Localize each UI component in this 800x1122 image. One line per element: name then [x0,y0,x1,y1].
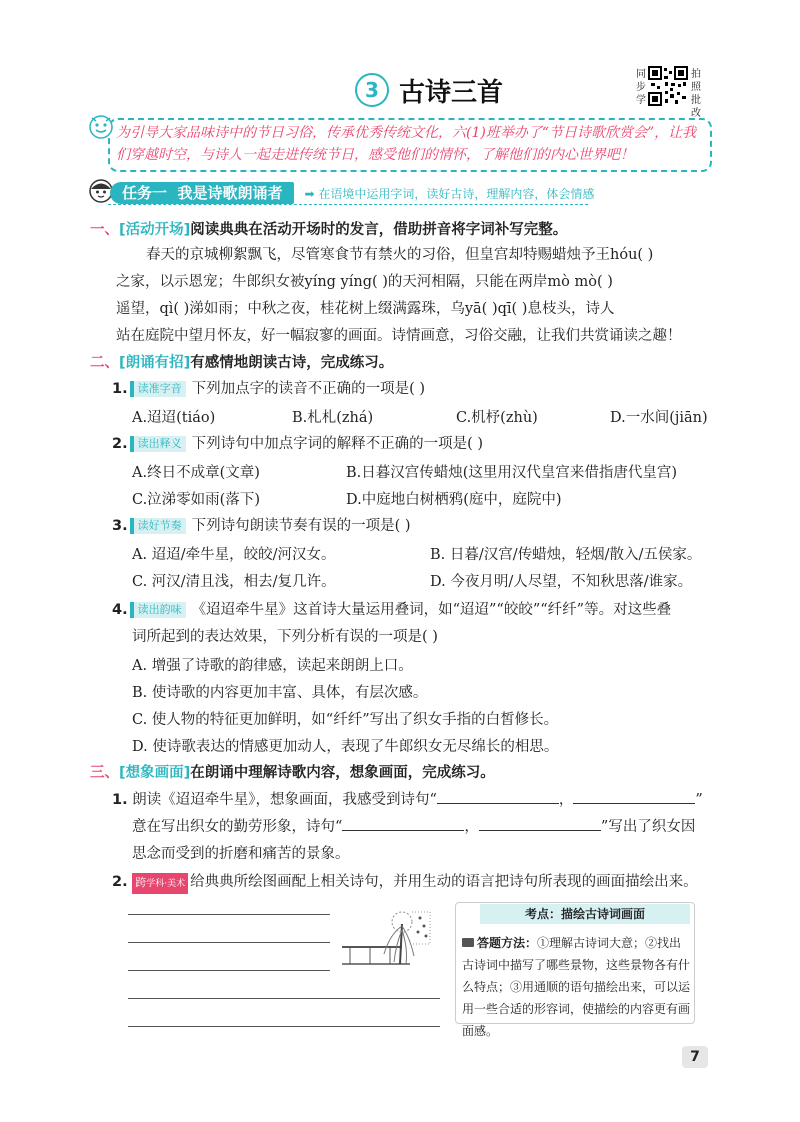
question-tag: 读出韵味 [130,602,186,618]
option-b[interactable]: B.日暮汉宫传蜡烛(这里用汉代皇宫来借指唐代皇宫) [346,465,678,481]
option-d[interactable]: D. 使诗歌表达的情感更加动人，表现了牛郎织女无尽绵长的相思。 [132,739,559,755]
s3-question-2 [112,872,698,894]
question-number: 4. [112,602,128,618]
option-d[interactable]: D.一水间(jiān) [610,410,708,426]
task-label: 任务一 我是诗歌朗诵者 [110,182,294,204]
answer-blank[interactable] [342,830,464,831]
question-number: 1. [112,381,128,397]
section-tag: [活动开场] [119,222,191,238]
courtyard-illustration [340,904,432,974]
option-a[interactable]: A. 迢迢/牵牛星，皎皎/河汉女。 [132,547,336,563]
section-title: 有感情地朗读古诗，完成练习。 [190,355,394,371]
tips-title: 考点：描绘古诗词画面 [480,904,690,924]
answer-blank[interactable] [437,803,559,804]
option-b[interactable]: B. 日暮/汉宫/传蜡烛，轻烟/散入/五侯家。 [430,547,702,563]
qr-left-label: 同步学 [636,69,646,106]
answer-line[interactable] [128,998,440,999]
tips-label: 答题方法： [477,936,538,950]
s3-question-1-line3: 思念而受到的折磨和痛苦的景象。 [132,846,350,862]
answer-line[interactable] [128,1026,440,1027]
page-number: 7 [682,1046,708,1068]
option-c[interactable]: C.泣涕零如雨(落下) [132,492,261,508]
answer-line[interactable] [128,970,330,971]
question-text: 朗读《迢迢牵牛星》，想象画面，我感受到诗句“ [132,792,437,808]
option-b[interactable]: B.札札(zhá) [292,410,374,426]
lesson-heading [355,70,503,110]
qr-right-label: 拍照批改 [691,69,701,119]
section-number: 三、 [90,765,119,781]
question-text: 意在写出织女的勤劳形象，诗句“ [132,819,343,835]
folder-icon [462,938,474,947]
question-2 [112,434,483,454]
question-stem: 下列诗句中加点字词的解释不正确的一项是( ) [191,436,484,452]
option-a[interactable]: A. 增强了诗歌的韵律感，读起来朗朗上口。 [132,658,413,674]
passage-line: 站在庭院中望月怀友，好一幅寂寥的画面。诗情画意，习俗交融，让我们共赏诵读之趣！ [116,328,682,344]
section-number: 二、 [90,355,119,371]
option-c[interactable]: C.机杼(zhù) [456,410,538,426]
answer-line[interactable] [128,942,330,943]
section-number: 一、 [90,222,119,238]
section-tag: [朗诵有招] [119,355,191,371]
question-text: ”写出了织女因 [600,819,696,835]
question-1 [112,379,425,399]
option-c[interactable]: C. 河汉/清且浅，相去/复几许。 [132,574,336,590]
passage-line: 之家，以示恩宠；牛郎织女被yíng yíng( )的天河相隔，只能在两岸mò mò( ) [116,274,613,290]
question-stem: 《迢迢牵牛星》这首诗大量运用叠词，如“迢迢”“皎皎”“纤纤”等。对这些叠 [191,602,672,618]
question-stem-cont: 词所起到的表达效果，下列分析有误的一项是( ) [132,629,438,645]
section-tag: [想象画面] [119,765,191,781]
question-4 [112,600,671,620]
question-3 [112,516,411,536]
option-b[interactable]: B. 使诗歌的内容更加丰富、具体，有层次感。 [132,685,428,701]
question-tag: 读好节奏 [130,518,186,534]
tips-text: ①理解古诗词大意；②找出古诗词中描写了哪些景物，这些景物各有什么特点；③用通顺的语句描绘出来，可以运用一些合适的形容词，使描绘的内容更有画面感。 [462,936,691,1038]
task-subtitle: ➡ 在语境中运用字词，读好古诗，理解内容，体会情感 [304,186,595,201]
intro-text: 为引导大家品味诗中的节日习俗，传承优秀传统文化，六(1)班举办了“节日诗歌欣赏会”，让我们穿越时空，与诗人一起走进传统节日，感受他们的情怀，了解他们的内心世界吧！ [116,125,697,163]
option-a[interactable]: A.终日不成章(文章) [132,465,260,481]
question-stem: 下列诗句朗读节奏有误的一项是( ) [191,518,411,534]
section2-heading [90,353,393,373]
task-bar [110,182,594,204]
option-c[interactable]: C. 使人物的特征更加鲜明，如“纤纤”写出了织女手指的白皙修长。 [132,712,559,728]
question-text: 给典典所绘图画配上相关诗句，并用生动的语言把诗句所表现的画面描绘出来。 [190,874,698,890]
mascot-icon [86,112,116,142]
question-tag: 读准字音 [130,381,186,397]
qr-code-icon[interactable] [648,66,688,106]
question-tag: 读出释义 [130,436,186,452]
answer-blank[interactable] [479,830,601,831]
question-stem: 下列加点字的读音不正确的一项是( ) [191,381,426,397]
option-d[interactable]: D. 今夜月明/人尽望，不知秋思落/谁家。 [430,574,693,590]
s3-question-1: 1. 朗读《迢迢牵牛星》，想象画面，我感受到诗句“ ， ” [112,792,703,808]
page-title: 古诗三首 [399,77,504,108]
passage-line: 春天的京城柳絮飘飞，尽管寒食节有禁火的习俗，但皇宫却特赐蜡烛予王hóu( ) [146,247,654,263]
tips-body [462,932,690,1042]
task-divider [108,204,588,205]
section3-heading [90,763,495,783]
option-a[interactable]: A.迢迢(tiáo) [132,410,216,426]
answer-blank[interactable] [573,803,695,804]
cross-subject-badge: 跨学科·美术 [132,873,188,894]
question-number: 1. [112,792,128,808]
answer-line[interactable] [128,914,330,915]
question-number: 2. [112,436,128,452]
s3-question-1-line2: 意在写出织女的勤劳形象，诗句“ ， ”写出了织女因 [132,819,696,835]
section-title: 阅读典典在活动开场时的发言，借助拼音将字词补写完整。 [190,222,568,238]
passage-line: 遥望，qì( )涕如雨；中秋之夜，桂花树上缀满露珠，乌yā( )qī( )息枝头，诗人 [116,301,615,317]
lesson-number-badge: 3 [355,73,389,107]
section1-heading [90,220,567,240]
section-title: 在朗诵中理解诗歌内容，想象画面，完成练习。 [190,765,495,781]
option-d[interactable]: D.中庭地白树栖鸦(庭中，庭院中) [346,492,562,508]
question-number: 2. [112,874,128,890]
question-number: 3. [112,518,128,534]
